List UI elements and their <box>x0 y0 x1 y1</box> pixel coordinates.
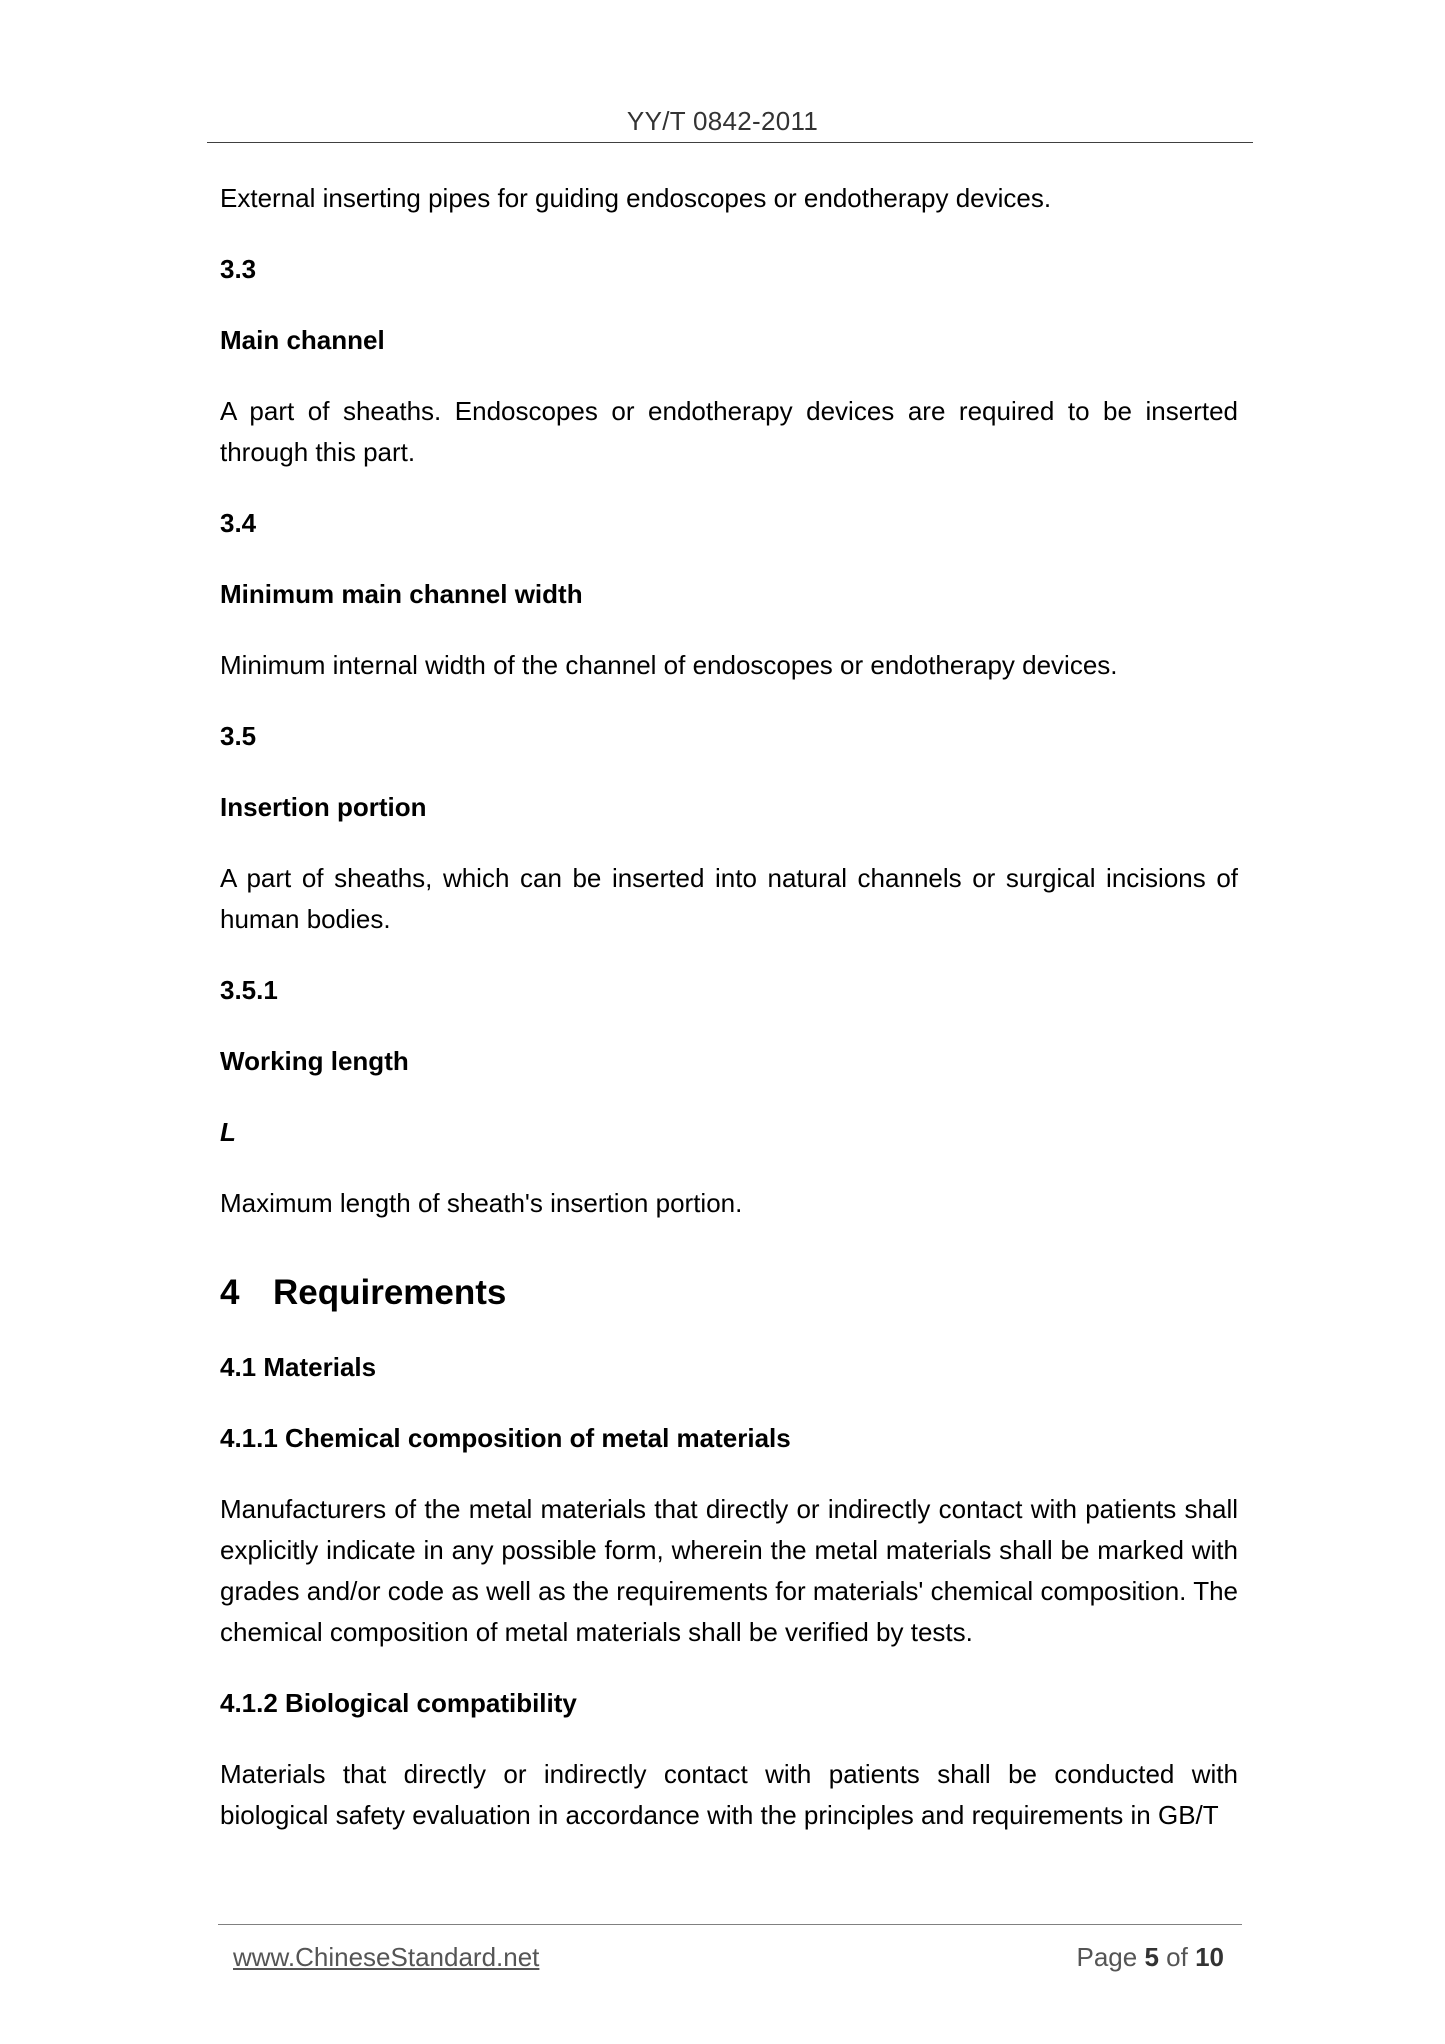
clause-number-3-5-1: 3.5.1 <box>220 975 278 1005</box>
term-insertion-portion: Insertion portion <box>220 792 427 822</box>
document-header-code: YY/T 0842-2011 <box>626 106 819 136</box>
definition-main-channel: A part of sheaths. Endoscopes or endotherapy devices are required to be inserted through this part. <box>220 396 1238 467</box>
header-divider <box>207 142 1253 143</box>
page-current: 5 <box>1144 1942 1159 1972</box>
paragraph-chemical-composition: Manufacturers of the metal materials that directly or indirectly contact with patients shall explicitly indicate in any possible form, wherein the metal materials shall be marked with grades and/or code as well as the requirements for materials' chemical composition. The chemical composition of metal materials shall be verified by tests. <box>220 1494 1238 1647</box>
symbol-working-length: L <box>220 1117 236 1147</box>
website-link[interactable]: www.ChineseStandard.net <box>233 1942 540 1972</box>
heading-chemical-composition: 4.1.1 Chemical composition of metal materials <box>220 1423 791 1453</box>
paragraph-external-pipes: External inserting pipes for guiding endoscopes or endotherapy devices. <box>220 183 1052 213</box>
term-minimum-main-channel-width: Minimum main channel width <box>220 579 583 609</box>
definition-insertion-portion: A part of sheaths, which can be inserted into natural channels or surgical incisions of human bodies. <box>220 863 1238 934</box>
page-total: 10 <box>1195 1942 1224 1972</box>
clause-number-3-3: 3.3 <box>220 254 257 284</box>
page-number <box>1076 1942 1224 1973</box>
page-of: of <box>1166 1942 1188 1972</box>
heading-materials: 4.1 Materials <box>220 1352 377 1382</box>
heading-biological-compatibility: 4.1.2 Biological compatibility <box>220 1688 577 1718</box>
section-heading-requirements <box>220 1269 1238 1317</box>
definition-minimum-main-channel-width: Minimum internal width of the channel of endoscopes or endotherapy devices. <box>220 650 1118 680</box>
section-title: Requirements <box>273 1273 507 1312</box>
section-number: 4 <box>220 1273 240 1312</box>
document-body <box>220 178 1238 1836</box>
footer-divider <box>218 1924 1242 1925</box>
clause-number-3-5: 3.5 <box>220 721 257 751</box>
definition-working-length: Maximum length of sheath's insertion portion. <box>220 1188 743 1218</box>
term-main-channel: Main channel <box>220 325 385 355</box>
clause-number-3-4: 3.4 <box>220 508 257 538</box>
term-working-length: Working length <box>220 1046 409 1076</box>
page-label: Page <box>1076 1942 1138 1972</box>
paragraph-biological-compatibility: Materials that directly or indirectly contact with patients shall be conducted with biological safety evaluation in accordance with the principles and requirements in GB/T <box>220 1759 1238 1830</box>
